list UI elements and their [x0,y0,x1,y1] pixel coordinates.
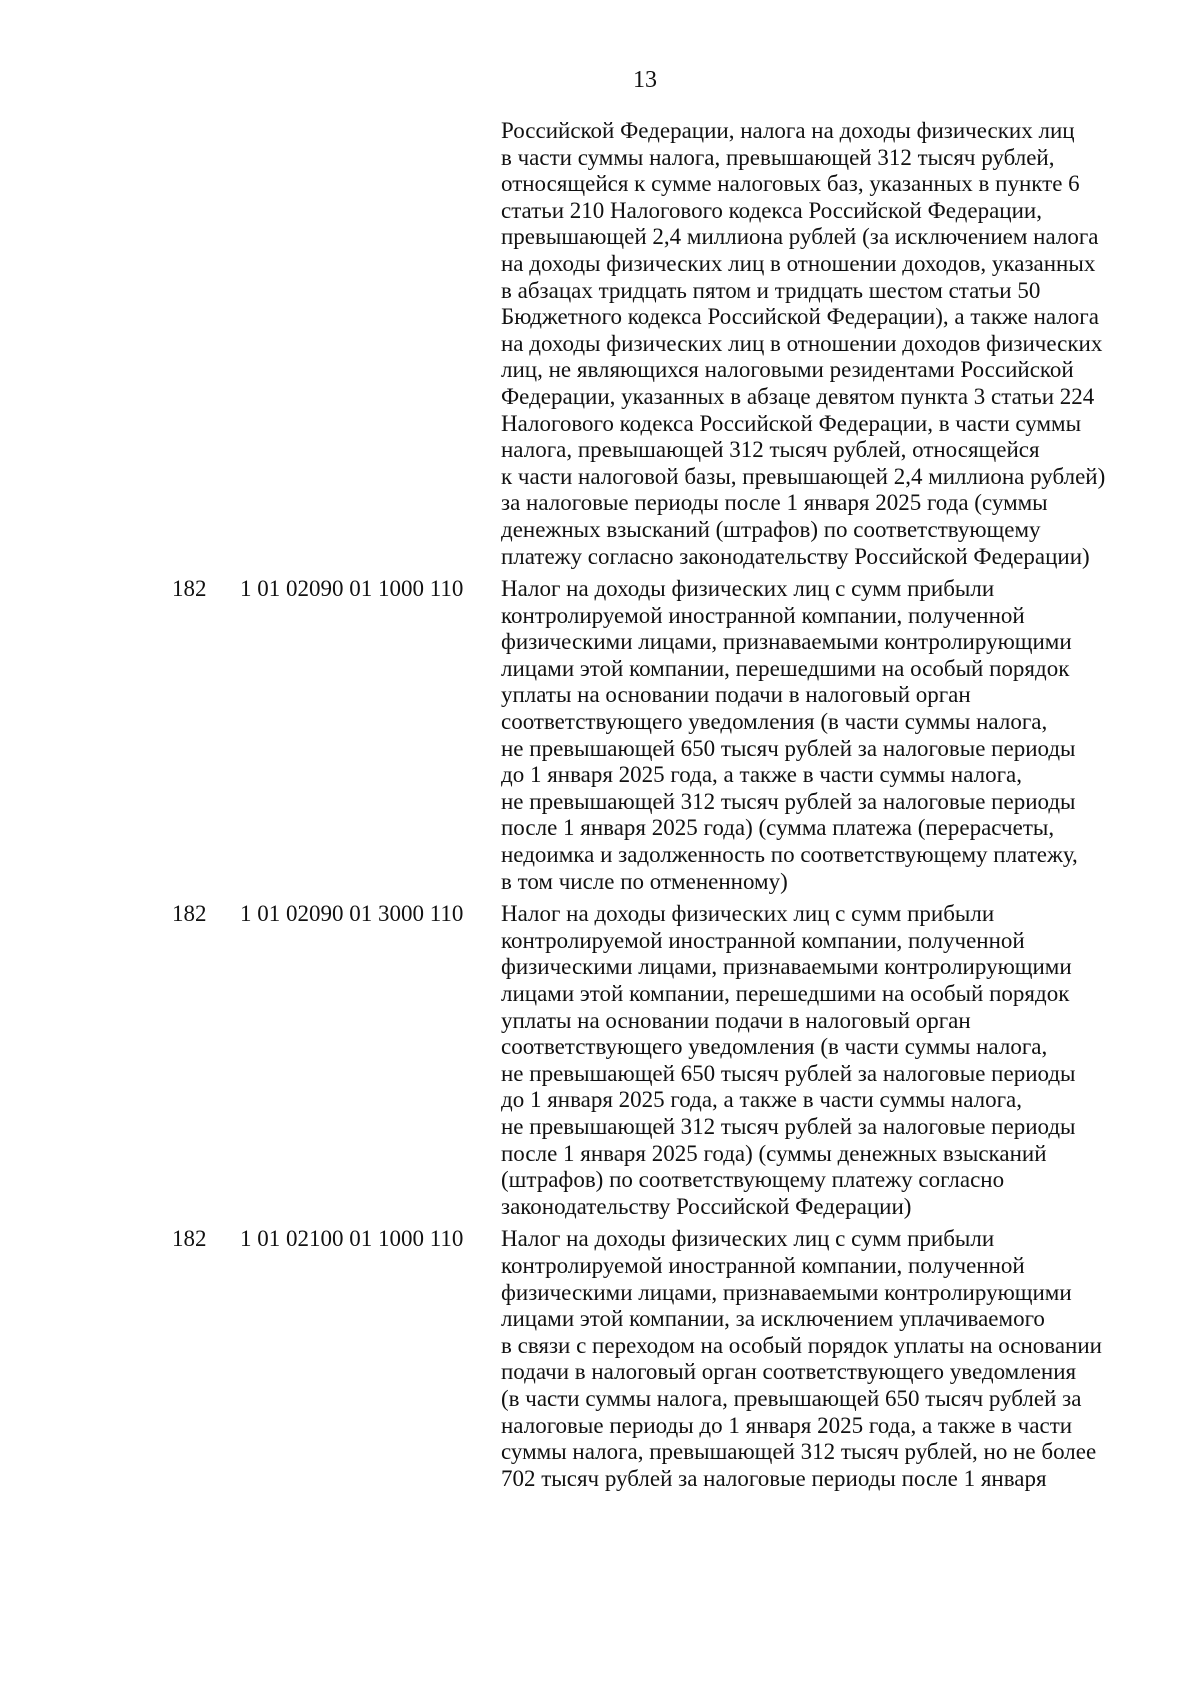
description-line: контролируемой иностранной компании, полученной [501,927,1025,953]
description-line: лицами этой компании, за исключением уплачиваемого [501,1306,1045,1332]
admin-code: 182 [172,901,207,927]
admin-code: 182 [172,576,207,602]
description-line: (в части суммы налога, превышающей 650 тысяч рублей за [501,1385,1082,1411]
description-line: лиц, не являющихся налоговыми резидентами Российской [501,357,1074,383]
description-line: лицами этой компании, перешедшими на особый порядок [501,981,1070,1006]
description-line: контролируемой иностранной компании, полученной [501,602,1025,628]
description-line: статьи 210 Налогового кодекса Российской Федерации, [501,197,1042,223]
description-line: в абзацах тридцать пятом и тридцать шестом статьи 50 [501,277,1041,303]
description-line: в том числе по отмененному) [501,868,788,894]
kbk-code: 1 01 02090 01 3000 110 [240,901,464,927]
income-description [501,118,1161,570]
description-line: Российской Федерации, налога на доходы физических лиц [501,118,1075,143]
kbk-code: 1 01 02100 01 1000 110 [240,1226,464,1252]
description-line: денежных взысканий (штрафов) по соответствующему [501,516,1041,542]
kbk-code: 1 01 02090 01 1000 110 [240,576,464,602]
table-row [0,1226,1200,1492]
description-line: не превышающей 650 тысяч рублей за налоговые периоды [501,1060,1076,1086]
description-line: физическими лицами, признаваемыми контролирующими [501,629,1072,655]
description-line: до 1 января 2025 года, а также в части суммы налога, [501,762,1022,788]
description-line: платежу согласно законодательству Российской Федерации) [501,543,1090,569]
description-line: (штрафов) по соответствующему платежу согласно [501,1167,1005,1193]
description-line: до 1 января 2025 года, а также в части суммы налога, [501,1087,1022,1113]
description-line: контролируемой иностранной компании, полученной [501,1252,1025,1278]
income-description [501,576,1161,895]
description-line: суммы налога, превышающей 312 тысяч рублей, но не более [501,1439,1097,1465]
description-line: уплаты на основании подачи в налоговый орган [501,682,971,708]
income-description [501,901,1161,1220]
description-line: налоговые периоды до 1 января 2025 года, а также в части [501,1412,1073,1438]
income-description [501,1226,1161,1492]
description-line: на доходы физических лиц в отношении доходов физических [501,330,1103,356]
description-line: соответствующего уведомления (в части суммы налога, [501,1034,1048,1060]
description-line: Налог на доходы физических лиц с сумм прибыли [501,1226,995,1252]
table-row [0,901,1200,1220]
budget-code-table [0,118,1200,1492]
description-line: законодательству Российской Федерации) [501,1193,912,1219]
description-line: физическими лицами, признаваемыми контролирующими [501,954,1072,980]
description-line: на доходы физических лиц в отношении доходов, указанных [501,250,1096,276]
description-line: превышающей 2,4 миллиона рублей (за исключением налога [501,224,1099,250]
description-line: не превышающей 312 тысяч рублей за налоговые периоды [501,1113,1076,1139]
description-line: за налоговые периоды после 1 января 2025 года (суммы [501,490,1048,516]
description-line: после 1 января 2025 года) (суммы денежных взысканий [501,1140,1047,1166]
description-line: физическими лицами, признаваемыми контролирующими [501,1279,1072,1305]
page-number: 13 [633,67,657,93]
description-line: относящейся к сумме налоговых баз, указанных в пункте 6 [501,171,1080,197]
description-line: не превышающей 312 тысяч рублей за налоговые периоды [501,788,1076,814]
description-line: Налог на доходы физических лиц с сумм прибыли [501,901,995,927]
description-line: не превышающей 650 тысяч рублей за налоговые периоды [501,735,1076,761]
admin-code: 182 [172,1226,207,1252]
description-line: после 1 января 2025 года) (сумма платежа (перерасчеты, [501,815,1055,841]
description-line: недоимка и задолженность по соответствующему платежу, [501,842,1078,868]
description-line: лицами этой компании, перешедшими на особый порядок [501,655,1070,681]
description-line: Налогового кодекса Российской Федерации, в части суммы [501,410,1082,436]
table-row [0,118,1200,570]
description-line: Налог на доходы физических лиц с сумм прибыли [501,576,995,602]
description-line: к части налоговой базы, превышающей 2,4 миллиона рублей) [501,463,1106,489]
description-line: уплаты на основании подачи в налоговый орган [501,1007,971,1033]
description-line: в части суммы налога, превышающей 312 тысяч рублей, [501,144,1055,170]
description-line: 702 тысяч рублей за налоговые периоды после 1 января [501,1465,1047,1491]
description-line: подачи в налоговый орган соответствующего уведомления [501,1359,1077,1385]
table-row [0,576,1200,895]
description-line: в связи с переходом на особый порядок уплаты на основании [501,1332,1102,1358]
description-line: соответствующего уведомления (в части суммы налога, [501,709,1048,735]
description-line: Федерации, указанных в абзаце девятом пункта 3 статьи 224 [501,383,1095,409]
description-line: налога, превышающей 312 тысяч рублей, относящейся [501,437,1040,463]
description-line: Бюджетного кодекса Российской Федерации), а также налога [501,304,1099,330]
